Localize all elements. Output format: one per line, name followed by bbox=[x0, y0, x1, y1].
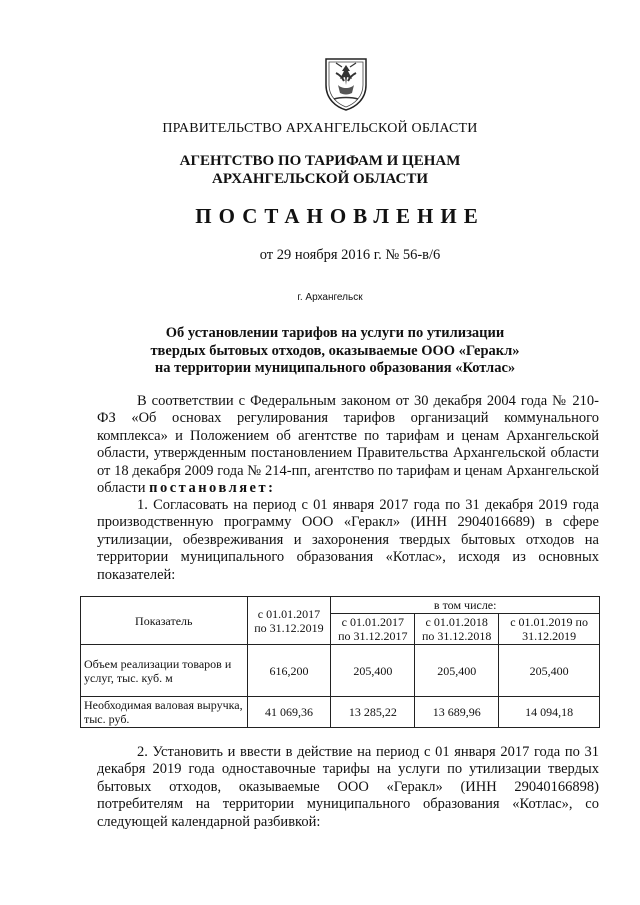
preamble-verb: постановляет: bbox=[149, 480, 276, 497]
agency-line-2: АРХАНГЕЛЬСКОЙ ОБЛАСТИ bbox=[212, 171, 428, 187]
header-2019: с 01.01.2019 по 31.12.2019 bbox=[499, 614, 600, 645]
preamble-text: В соответствии с Федеральным законом от 30 декабря 2004 года № 210-ФЗ «Об основах регулирования тарифов организаций коммунального комплекса» и Положением об агентстве по тарифам и ценам Архангельской области, утвержденным постановлением Правительства Архангельской области от 18 декабря 2009 года № 214-пп, агентство по тарифам и ценам Архангельской области bbox=[97, 393, 599, 497]
header-2017: с 01.01.2017 по 31.12.2017 bbox=[331, 614, 415, 645]
row-2017: 13 285,22 bbox=[331, 697, 415, 728]
title-line-3: на территории муниципального образования «Котлас» bbox=[154, 360, 516, 376]
preamble-paragraph bbox=[97, 393, 599, 497]
row-total: 616,200 bbox=[247, 645, 331, 697]
row-2017: 205,400 bbox=[331, 645, 415, 697]
document-type: ПОСТАНОВЛЕНИЕ bbox=[195, 204, 485, 228]
agency-line-1: АГЕНТСТВО ПО ТАРИФАМ И ЦЕНАМ bbox=[179, 153, 461, 169]
header-2018: с 01.01.2018 по 31.12.2018 bbox=[415, 614, 499, 645]
document-title bbox=[15, 325, 640, 378]
coat-of-arms-icon bbox=[322, 55, 370, 111]
row-2019: 14 094,18 bbox=[499, 697, 600, 728]
item-1-paragraph: 1. Согласовать на период с 01 января 2017 года по 31 декабря 2019 года производственную программу ООО «Геракл» (ИНН 2904016689) в сфере утилизации, обезвреживания и захоронения твердых бытовых отходов на территории муниципального образования «Котлас», исходя из основных показателей: bbox=[97, 497, 599, 583]
row-label: Необходимая валовая выручка, тыс. руб. bbox=[81, 697, 248, 728]
row-2018: 13 689,96 bbox=[415, 697, 499, 728]
title-line-2: твердых бытовых отходов, оказываемые ООО «Геракл» bbox=[150, 342, 520, 359]
header-total-period: с 01.01.2017 по 31.12.2019 bbox=[247, 597, 331, 645]
table-row bbox=[81, 645, 600, 697]
row-total: 41 069,36 bbox=[247, 697, 331, 728]
agency-name bbox=[0, 152, 640, 188]
row-label: Объем реализации товаров и услуг, тыс. куб. м bbox=[81, 645, 248, 697]
indicators-table bbox=[80, 596, 600, 728]
item-2-paragraph: 2. Установить и ввести в действие на период с 01 января 2017 года по 31 декабря 2019 года одноставочные тарифы на услуги по утилизации твердых бытовых отходов, оказываемые ООО «Геракл» (ИНН 29040166898) потребителям на территории муниципального образования «Котлас», со следующей календарной разбивкой: bbox=[97, 744, 599, 830]
row-2019: 205,400 bbox=[499, 645, 600, 697]
header-indicator: Показатель bbox=[81, 597, 248, 645]
table-header-row bbox=[81, 597, 600, 614]
header-including: в том числе: bbox=[331, 597, 600, 614]
government-name: ПРАВИТЕЛЬСТВО АРХАНГЕЛЬСКОЙ ОБЛАСТИ bbox=[162, 121, 478, 136]
document-date-number: от 29 ноября 2016 г. № 56-в/6 bbox=[259, 247, 441, 263]
row-2018: 205,400 bbox=[415, 645, 499, 697]
table-row bbox=[81, 697, 600, 728]
document-city: г. Архангельск bbox=[297, 292, 363, 303]
title-line-1: Об установлении тарифов на услуги по утилизации bbox=[165, 325, 505, 341]
